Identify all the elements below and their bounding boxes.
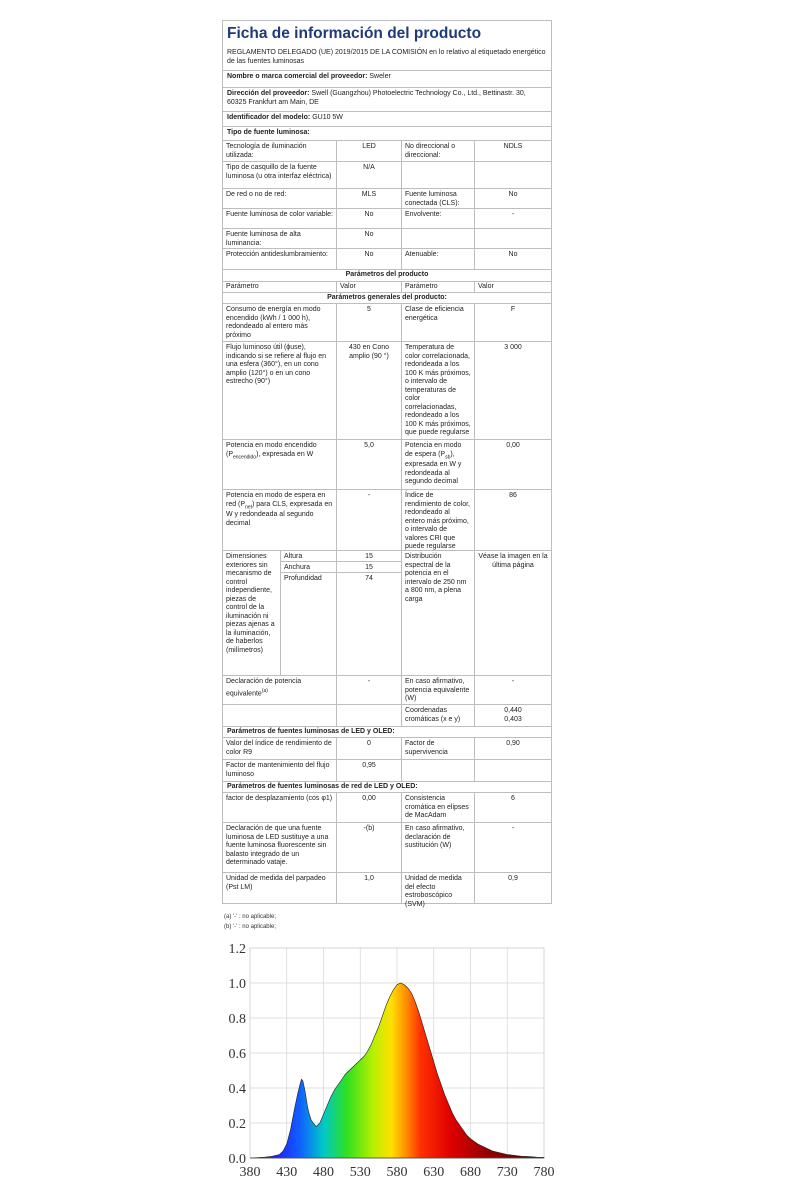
param-value: 5,0 <box>337 440 402 489</box>
param-label <box>402 229 475 248</box>
y-tick-label: 1.0 <box>228 977 246 992</box>
param-label: Factor de mantenimiento del flujo luminoso <box>223 760 337 781</box>
x-tick-label: 730 <box>496 1165 518 1180</box>
p-net-tail: ) para CLS, expresada en W y redondeada al segundo decimal <box>226 500 333 527</box>
chromaticity-label: Coordenadas cromáticas (x e y) <box>402 705 475 726</box>
model-label: Identificador del modelo: <box>227 114 311 121</box>
param-label <box>223 676 337 704</box>
param-label: Factor de supervivencia <box>402 738 475 759</box>
param-value: 430 en Cono amplio (90 °) <box>337 342 402 439</box>
source-type-row <box>223 188 551 208</box>
source-type-row <box>223 140 551 161</box>
param-value: No <box>508 251 518 258</box>
mains-params-header <box>223 781 551 792</box>
param-label: Consistencia cromática en elipses de MacAdam <box>402 793 475 822</box>
source-type-row <box>223 208 551 228</box>
param-value: 0,00 <box>337 793 402 822</box>
mains-header-text: Parámetros de fuentes luminosas de red de LED y OLED: <box>227 783 418 790</box>
equivalent-power-row <box>223 675 551 704</box>
supplier-address-label: Dirección del proveedor: <box>227 90 310 97</box>
p-on-tail: ), expresada en W <box>256 450 314 458</box>
supplier-address: Swell (Guangzhou) Photoelectric Technology Co., Ltd., Bettinastr. 30, 60325 Frankfurt am Main, DE <box>227 90 526 106</box>
model-value: GU10 5W <box>312 114 343 121</box>
y-tick-label: 0.6 <box>228 1047 246 1062</box>
dim-value-height: 15 <box>337 551 402 562</box>
param-label: factor de desplazamiento (cos φ1) <box>223 793 337 822</box>
param-label: Unidad de medida del parpadeo (Pst LM) <box>223 873 337 903</box>
dim-value-depth: 74 <box>337 573 402 675</box>
param-value: - <box>511 825 515 832</box>
led-header-text: Parámetros de fuentes luminosas de LED y OLED: <box>227 728 395 735</box>
supplier-name: Sweler <box>369 73 391 80</box>
dim-value-width: 15 <box>337 562 402 573</box>
param-value: No <box>337 209 402 228</box>
source-type-row <box>223 228 551 248</box>
chart-area-layer <box>250 983 544 1158</box>
source-type-row <box>223 161 551 188</box>
param-label: Declaración de que una fuente luminosa de LED sustituye a una fuente luminosa fluorescente sin balasto integrado de un determinado vataje. <box>223 823 337 872</box>
param-value <box>475 760 551 781</box>
mains-row <box>223 792 551 822</box>
supplier-address-row <box>223 87 551 111</box>
footnote-a: (a) '-' : no aplicable; <box>224 914 276 920</box>
param-value: MLS <box>337 189 402 208</box>
general-row <box>223 341 551 439</box>
p-sb-subscript: sb <box>445 453 451 460</box>
column-header-row <box>223 281 551 292</box>
x-tick-label: 530 <box>349 1165 371 1180</box>
param-label: Envolvente: <box>402 209 475 228</box>
dim-name-height: Altura <box>281 551 337 562</box>
source-type-row <box>223 126 551 140</box>
param-label: Fuente luminosa de color variable: <box>223 209 337 228</box>
param-value: 3 000 <box>504 344 522 351</box>
param-label <box>402 162 475 188</box>
param-label: Flujo luminoso útil (ϕuse), indicando si se refiere al flujo en una esfera (360°), en un cono amplio (120°) o en un cono estrecho (90°) <box>223 342 337 439</box>
param-label: De red o no de red: <box>223 189 337 208</box>
param-label: Protección antideslumbramiento: <box>223 249 337 269</box>
param-label <box>223 490 337 550</box>
param-value: -(b) <box>337 823 402 872</box>
param-label: Unidad de medida del efecto estroboscópico (SVM) <box>402 873 475 903</box>
param-value: 0,90 <box>506 740 520 747</box>
spectral-value: Véase la imagen en la última página <box>478 553 548 569</box>
param-label: Temperatura de color correlacionada, redondeada a los 100 K más próximos, o intervalo de temperaturas de color correlacionadas, redondeado a los 100 K más próximos, que puede regularse <box>402 342 475 439</box>
param-value: LED <box>337 141 402 161</box>
sheet-title: Ficha de información del producto <box>227 25 482 42</box>
p-net-label: Potencia en modo de espera en red (P <box>226 492 326 508</box>
led-row <box>223 737 551 759</box>
led-row <box>223 759 551 781</box>
param-label <box>402 440 475 489</box>
x-tick-label: 780 <box>533 1165 555 1180</box>
param-value <box>475 162 551 188</box>
general-params-header: Parámetros generales del producto: <box>223 292 551 303</box>
product-info-sheet <box>222 20 552 908</box>
x-tick-label: 430 <box>276 1165 298 1180</box>
source-type-row <box>223 248 551 269</box>
y-tick-label: 0.0 <box>228 1152 246 1167</box>
param-value: 0,00 <box>506 442 520 449</box>
param-label: Atenuable: <box>402 249 475 269</box>
col-header-value-1: Valor <box>337 282 402 292</box>
dimensions-label: Dimensiones exteriores sin mecanismo de control independiente, piezas de control de la iluminación ni piezas ajenas a la iluminación, de haberlos (milímetros) <box>223 551 281 675</box>
param-value: - <box>337 490 402 550</box>
param-value: - <box>511 211 515 218</box>
col-header-param-1: Parámetro <box>223 282 337 292</box>
param-value: 1,0 <box>337 873 402 903</box>
regulation-text: REGLAMENTO DELEGADO (UE) 2019/2015 DE LA COMISIÓN en lo relativo al etiquetado energético de las fuentes luminosas <box>227 49 546 65</box>
equiv-power-value: - <box>511 678 515 685</box>
p-sb-tail: ), expresada en W y redondeada al segundo decimal <box>405 450 462 486</box>
general-row <box>223 303 551 341</box>
p-net-subscript: net <box>245 503 253 510</box>
param-value: NDLS <box>503 143 523 150</box>
x-tick-label: 680 <box>460 1165 481 1180</box>
spectral-distribution-chart <box>222 935 555 1190</box>
general-row <box>223 439 551 489</box>
param-value: 0,9 <box>508 875 518 882</box>
supplier-name-label: Nombre o marca comercial del proveedor: <box>227 73 368 80</box>
param-label: Tecnología de iluminación utilizada: <box>223 141 337 161</box>
param-value: N/A <box>337 162 402 188</box>
equiv-value: - <box>337 676 402 704</box>
supplier-name-row <box>223 70 551 87</box>
model-row <box>223 111 551 126</box>
col-header-param-2: Parámetro <box>402 282 475 292</box>
general-row <box>223 489 551 550</box>
dimensions-row <box>223 550 551 675</box>
param-value: No <box>337 249 402 269</box>
p-on-subscript: encendido <box>233 453 257 460</box>
y-tick-label: 0.2 <box>228 1117 246 1132</box>
params-header: Parámetros del producto <box>223 269 551 281</box>
param-label: Índice de rendimiento de color, redondeado al entero más próximo, o intervalo de valores CRI que puede regularse <box>402 490 475 550</box>
equiv-note-ref: (a) <box>261 687 268 694</box>
empty-cell <box>337 705 402 726</box>
param-value: No <box>508 191 518 198</box>
y-tick-label: 0.8 <box>228 1012 246 1027</box>
param-label <box>223 440 337 489</box>
empty-cell <box>223 705 337 726</box>
p-on-label: Potencia en modo encendido (P <box>226 442 317 458</box>
param-label: Tipo de casquillo de la fuente luminosa (u otra interfaz eléctrica) <box>223 162 337 188</box>
param-label: Consumo de energía en modo encendido (kWh / 1 000 h), redondeado al entero más próximo <box>223 304 337 341</box>
param-label: Valor del índice de rendimiento de color R9 <box>223 738 337 759</box>
param-label: Fuente luminosa de alta luminancia: <box>223 229 337 248</box>
footnote-b: (b) '-' : no aplicable; <box>224 924 276 930</box>
param-value: 0 <box>337 738 402 759</box>
param-label: No direccional o direccional: <box>402 141 475 161</box>
param-value: No <box>337 229 402 248</box>
dim-name-width: Anchura <box>281 562 337 573</box>
spectrum-area <box>250 983 544 1158</box>
param-value <box>475 229 551 248</box>
equiv-power-label: En caso afirmativo, potencia equivalente (W) <box>402 676 475 704</box>
param-label: Fuente luminosa conectada (CLS): <box>402 189 475 208</box>
col-header-value-2: Valor <box>478 283 494 290</box>
dim-name-depth: Profundidad <box>281 573 337 675</box>
y-tick-label: 1.2 <box>228 942 246 957</box>
param-value: 0,95 <box>337 760 402 781</box>
param-label: En caso afirmativo, declaración de sustitución (W) <box>402 823 475 872</box>
x-tick-label: 480 <box>313 1165 334 1180</box>
param-label: Clase de eficiencia energética <box>402 304 475 341</box>
x-tick-label: 580 <box>386 1165 408 1180</box>
p-sb-label: Potencia en modo de espera (P <box>405 442 462 458</box>
led-params-header <box>223 726 551 737</box>
chromaticity-y: 0,403 <box>504 715 522 723</box>
mains-row <box>223 872 551 908</box>
param-value: 6 <box>511 795 515 802</box>
chromaticity-values <box>475 705 551 726</box>
source-type-label: Tipo de fuente luminosa: <box>227 129 310 136</box>
mains-row <box>223 822 551 872</box>
chromaticity-x: 0,440 <box>504 707 522 714</box>
param-label <box>402 760 475 781</box>
x-tick-label: 630 <box>423 1165 445 1180</box>
source-type-table <box>223 140 551 269</box>
x-tick-label: 380 <box>239 1165 261 1180</box>
param-value: F <box>510 306 516 313</box>
spectral-label: Distribución espectral de la potencia en el intervalo de 250 nm a 800 nm, a plena carga <box>402 551 475 675</box>
y-tick-label: 0.4 <box>228 1082 246 1097</box>
param-value: 86 <box>509 492 517 499</box>
chromaticity-row <box>223 704 551 726</box>
equiv-label: Declaración de potencia equivalente <box>226 678 302 697</box>
footnotes <box>224 912 276 932</box>
param-value: 5 <box>337 304 402 341</box>
